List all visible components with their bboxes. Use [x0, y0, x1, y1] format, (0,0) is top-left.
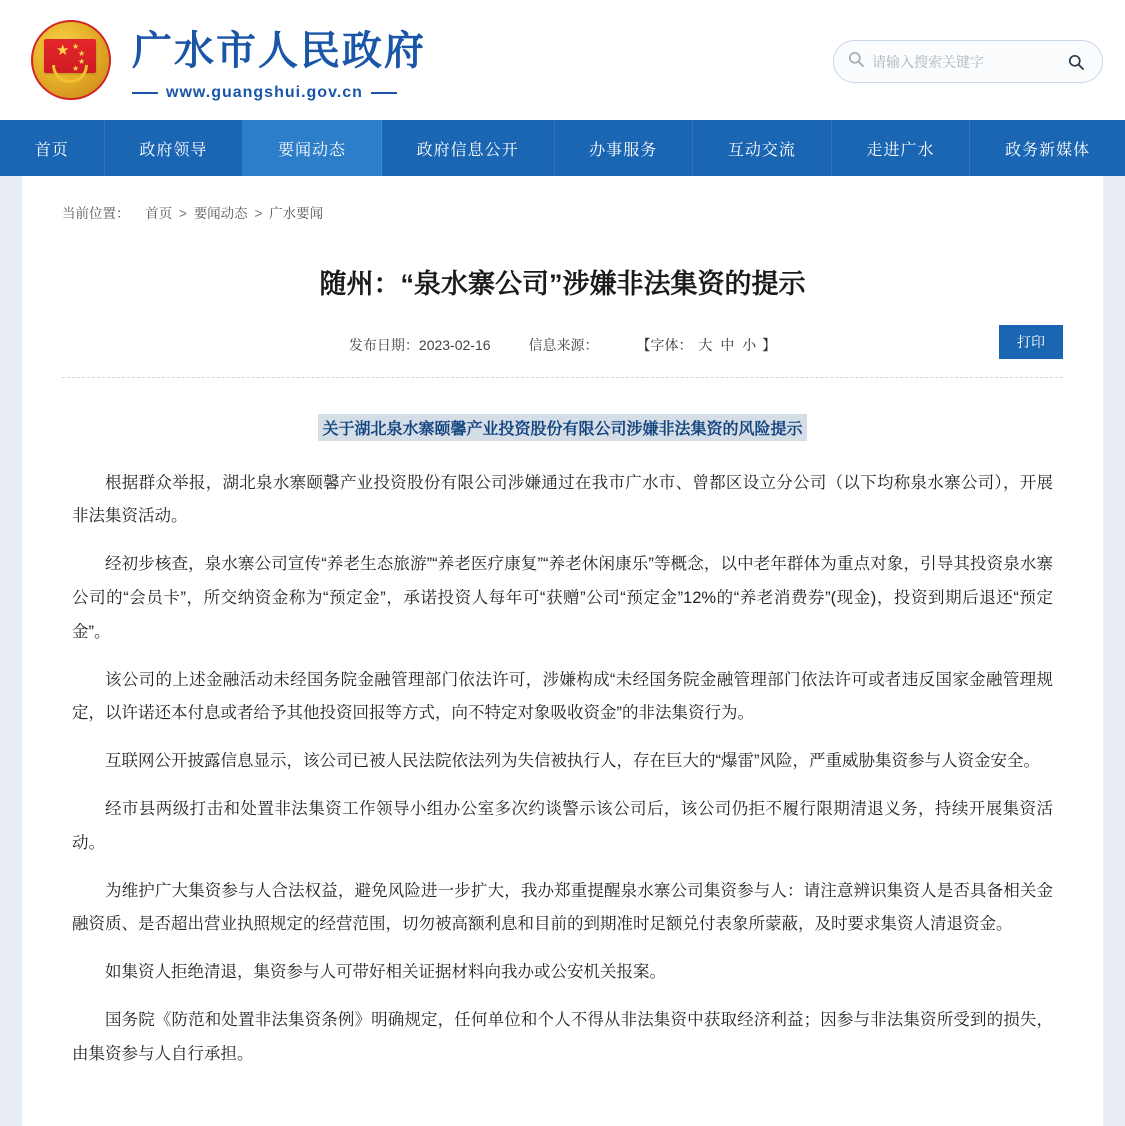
- main-navigation: [0, 120, 1125, 176]
- divider: [62, 377, 1063, 378]
- search-input[interactable]: [864, 53, 1062, 71]
- font-size-prefix: 【字体：: [636, 336, 693, 353]
- publish-date-value: 2023-02-16: [418, 336, 491, 353]
- nav-label: 要闻动态: [278, 141, 347, 159]
- site-url: [132, 84, 426, 102]
- article-paragraph-6: 如集资人拒绝清退，集资参与人可带好相关证据材料向我办或公安机关报案。: [105, 963, 666, 982]
- content-wrapper: [0, 176, 1125, 1126]
- content-panel: [22, 176, 1103, 1126]
- publish-date: [349, 335, 491, 355]
- print-button[interactable]: 打印: [999, 325, 1063, 359]
- search-button[interactable]: [1062, 48, 1090, 76]
- font-size-suffix: 】: [762, 336, 777, 353]
- breadcrumb-item-1[interactable]: 要闻动态: [193, 206, 248, 221]
- article-paragraph-3: 互联网公开披露信息显示，该公司已被人民法院依法列为失信被执行人，存在巨大的“爆雷”风险，严重威胁集资参与人资金安全。: [105, 752, 1040, 771]
- nav-label: 政府信息公开: [416, 141, 519, 159]
- breadcrumb-separator: >: [179, 206, 187, 221]
- source: [529, 335, 599, 355]
- page-title: 随州：“泉水寨公司”涉嫌非法集资的提示: [319, 269, 806, 299]
- search-icon: [1068, 53, 1084, 71]
- nav-label: 政务新媒体: [1005, 141, 1091, 159]
- publish-date-label: 发布日期：: [348, 336, 419, 353]
- site-header: [0, 0, 1125, 120]
- nav-label: 办事服务: [589, 141, 658, 159]
- nav-label: 走进广水: [866, 141, 935, 159]
- article-paragraph-1: 经初步核查，泉水寨公司宣传“养老生态旅游”“养老医疗康复”“养老休闲康乐”等概念，以中老年群体为重点对象，引导其投资泉水寨公司的“会员卡”，所交纳资金称为“预定金”，承诺投资人每年可“获赠”公司“预定金”12%的“养老消费券”(现金)，投资到期后退还“预定金”。: [72, 555, 1053, 641]
- article-paragraph-4: 经市县两级打击和处置非法集资工作领导小组办公室多次约谈警示该公司后，该公司仍拒不履行限期清退义务，持续开展集资活动。: [72, 800, 1053, 852]
- nav-item-0[interactable]: [0, 120, 105, 176]
- nav-item-5[interactable]: [693, 120, 832, 176]
- nav-label: 首页: [34, 141, 69, 159]
- nav-item-3[interactable]: [382, 120, 555, 176]
- article-body: [62, 406, 1063, 1072]
- breadcrumb-label: 当前位置：: [62, 206, 130, 221]
- article-paragraph-0: 根据群众举报，湖北泉水寨颐馨产业投资股份有限公司涉嫌通过在我市广水市、曾都区设立分公司（以下均称泉水寨公司），开展非法集资活动。: [72, 473, 1053, 526]
- font-size-large[interactable]: 大: [698, 336, 713, 353]
- national-emblem-icon: ★ ★ ★ ★ ★: [28, 17, 114, 103]
- font-size-control: [637, 335, 777, 355]
- article-subtitle-wrap: [72, 406, 1053, 467]
- breadcrumb-item-0[interactable]: 首页: [145, 206, 173, 221]
- breadcrumb-item-2[interactable]: 广水要闻: [269, 206, 324, 221]
- article-paragraph-7: 国务院《防范和处置非法集资条例》明确规定，任何单位和个人不得从非法集资中获取经济利益；因参与非法集资所受到的损失，由集资参与人自行承担。: [72, 1011, 1053, 1063]
- nav-item-6[interactable]: [832, 120, 971, 176]
- breadcrumb: [62, 202, 1063, 238]
- source-label: 信息来源：: [528, 336, 599, 353]
- article-meta: [62, 329, 1063, 377]
- nav-item-7[interactable]: [970, 120, 1125, 176]
- nav-item-1[interactable]: [105, 120, 244, 176]
- article-subtitle: 关于湖北泉水寨颐馨产业投资股份有限公司涉嫌非法集资的风险提示: [318, 414, 806, 441]
- site-wordmark: [132, 19, 426, 102]
- nav-label: 互动交流: [727, 141, 796, 159]
- article-paragraph-5: 为维护广大集资参与人合法权益，避免风险进一步扩大，我办郑重提醒泉水寨公司集资参与人：请注意辨识集资人是否具备相关金融资质、是否超出营业执照规定的经营范围，切勿被高额利息和目前的到期准时足额兑付表象所蒙蔽，及时要求集资人清退资金。: [72, 881, 1053, 934]
- site-title: 广水市人民政府: [132, 27, 426, 73]
- font-size-small[interactable]: 小: [742, 336, 757, 353]
- search-box[interactable]: [833, 40, 1103, 83]
- nav-item-4[interactable]: [555, 120, 694, 176]
- nav-label: 政府领导: [139, 141, 208, 159]
- breadcrumb-separator: >: [254, 206, 263, 221]
- site-url-text: www.guangshui.gov.cn: [166, 83, 363, 101]
- font-size-medium[interactable]: 中: [720, 336, 735, 353]
- article-paragraph-2: 该公司的上述金融活动未经国务院金融管理部门依法许可，涉嫌构成“未经国务院金融管理部门依法许可或者违反国家金融管理规定，以许诺还本付息或者给予其他投资回报等方式，向不特定对象吸收资金”的非法集资行为。: [72, 670, 1053, 723]
- nav-item-2[interactable]: [243, 120, 382, 176]
- search-icon: [848, 51, 864, 72]
